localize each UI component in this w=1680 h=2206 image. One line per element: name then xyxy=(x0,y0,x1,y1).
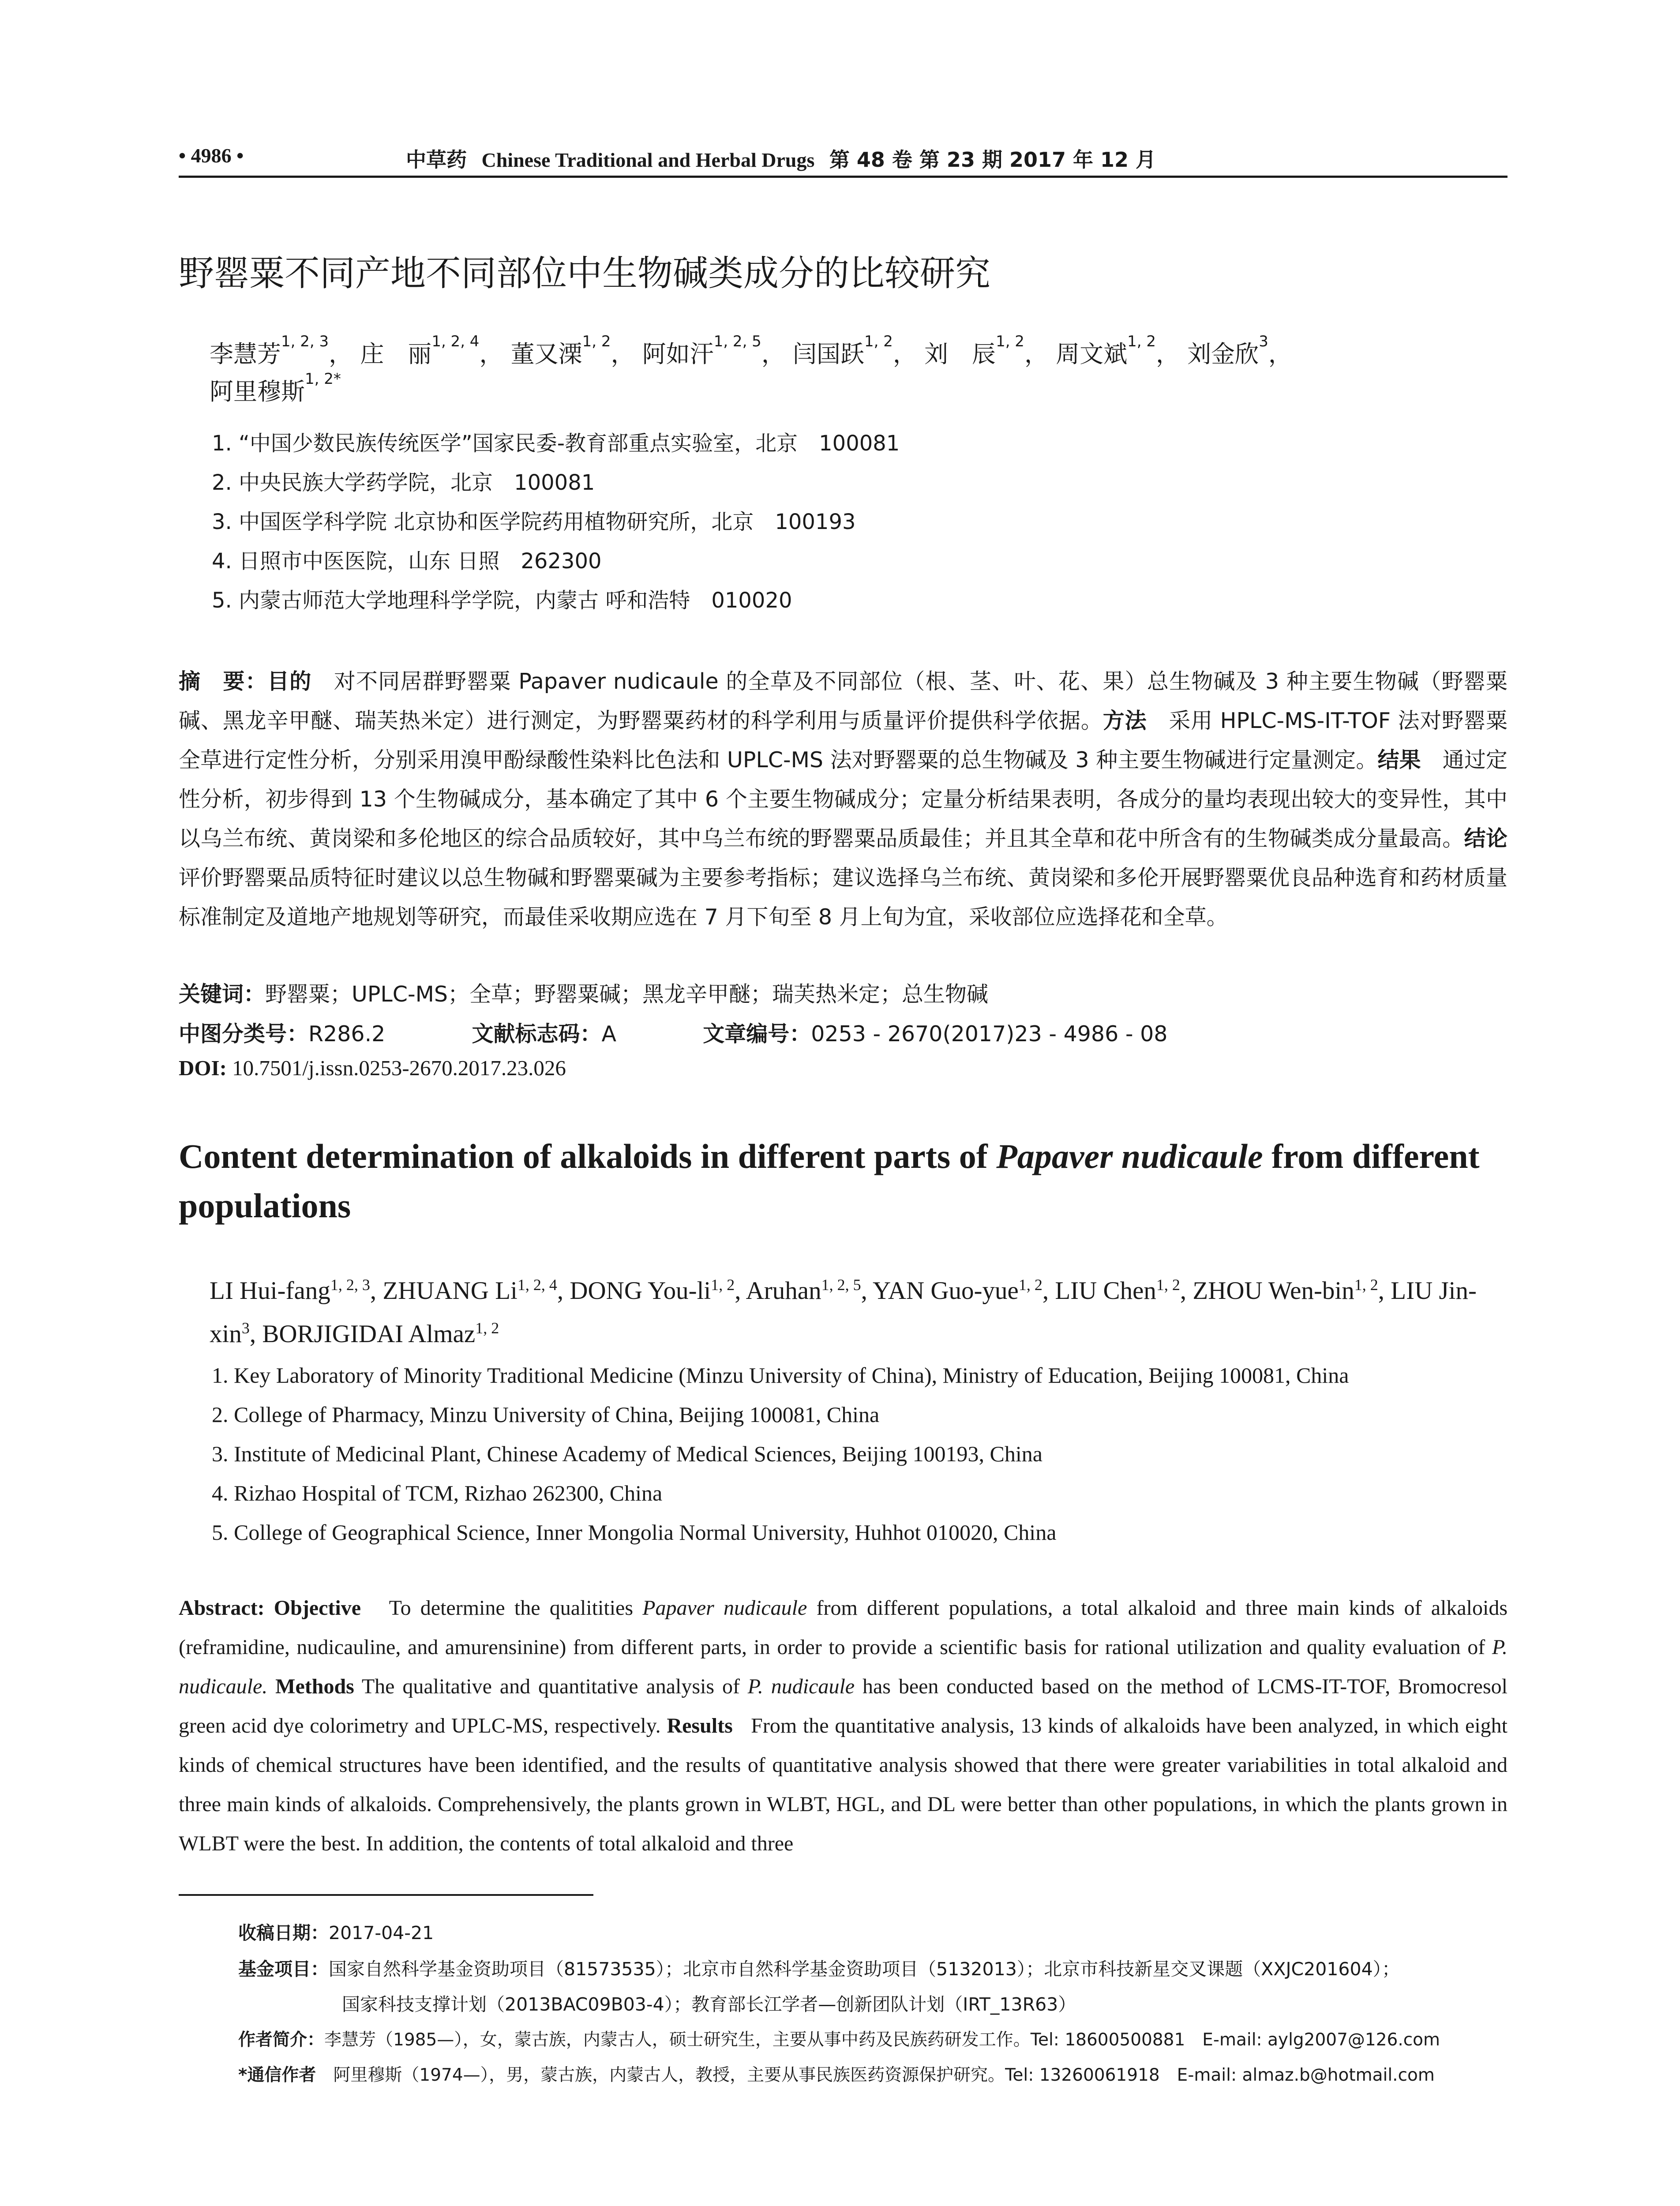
classification-line xyxy=(179,1017,1167,1048)
author-en-sup: 1, 2, 3 xyxy=(330,1276,370,1294)
affiliation-en: 2. College of Pharmacy, Minzu University of China, Beijing 100081, China xyxy=(212,1402,880,1427)
authors-zh-line1: 李慧芳$^{1, 2, 3}$， 庄 丽$^{1, 2, 4}$， 董又溧$^{1, 2}$， 阿如汗$^{1, 2, 5}$， 闫国跃$^{1, 2}$， 刘 辰$^{1, 2}$， 周文斌$^{1, 2}$， 刘金欣$^3$， xyxy=(210,333,1292,368)
author-en-sup: 1, 2 xyxy=(711,1276,735,1294)
fund-value: 国家自然科学基金资助项目（81573535）；北京市自然科学基金资助项目（5132013）；北京市科技新星交叉课题（XXJC201604）； xyxy=(329,1958,1400,1980)
received-value: 2017-04-21 xyxy=(329,1922,434,1943)
abstract-en-text: From the quantitative analysis, 13 kinds of alkaloids have been analyzed, in which eight kinds of chemical structures have been identified, and the results of quantitative analysis showed that there were greater variabilities in total alkaloid and three main kinds of alkaloids. Comprehensively, the plants grown in WLBT, HGL, and DL were better than other populations, in which the plants grown in WLBT were the best. In addition, the contents of total alkaloid and three xyxy=(179,1714,1508,1855)
running-header xyxy=(179,140,1508,178)
footnote-received xyxy=(238,1918,434,1944)
methods-zh-label: 方法 xyxy=(1102,708,1147,733)
results-en-label: Results xyxy=(667,1714,733,1737)
corresponding-label: *通信作者 xyxy=(238,2065,316,2085)
abstract-zh xyxy=(179,662,1508,937)
clc-label: 中图分类号： xyxy=(179,1021,309,1047)
author-zh: 阿如汗 xyxy=(642,340,714,368)
author-en: Aruhan xyxy=(746,1277,821,1305)
journal-line xyxy=(406,144,1166,173)
doi-value[interactable]: 10.7501/j.issn.0253-2670.2017.23.026 xyxy=(232,1056,566,1080)
results-zh-label: 结果 xyxy=(1377,747,1421,773)
author-zh-sup: 3 xyxy=(1259,333,1268,350)
title-en-species: Papaver nudicaule xyxy=(996,1137,1263,1175)
author-en-sup: 1, 2, 4 xyxy=(517,1276,557,1294)
affiliation-en: 5. College of Geographical Science, Inner Mongolia Normal University, Huhhot 010020, China xyxy=(212,1520,1057,1545)
article-number-label: 文章编号： xyxy=(703,1021,811,1047)
author-zh: 刘金欣 xyxy=(1187,340,1259,368)
abstract-en-species: Papaver nudicaule xyxy=(642,1596,807,1620)
author-en: YAN Guo-yue xyxy=(872,1277,1019,1305)
author-zh-sup: 1, 2 xyxy=(864,333,893,350)
author-zh-sup: 1, 2 xyxy=(996,333,1024,350)
clc-value: R286.2 xyxy=(308,1021,386,1047)
doi-line xyxy=(179,1055,566,1080)
abstract-en-text: To determine the qualitities xyxy=(389,1596,643,1620)
author-zh: 闫国跃 xyxy=(793,340,864,368)
keywords-value: 野罂粟；UPLC-MS；全草；野罂粟碱；黑龙辛甲醚；瑞芙热米定；总生物碱 xyxy=(265,982,989,1007)
abstract-en-text: from different populations, a total alkaloid and three main kinds of alkaloids (reframidine, nudicauline, and amurensinine) from different parts, in order to provide a scientific basis for rational utilization and quality evaluation of xyxy=(179,1596,1508,1659)
abstract-en-text: The qualitative and quantitative analysis of xyxy=(361,1675,748,1698)
author-en: ZHUANG Li xyxy=(382,1277,518,1305)
objective-zh-text: 对不同居群野罂粟 Papaver nudicaule 的全草及不同部位（根、茎、叶、花、果）总生物碱及 3 种主要生物碱（野罂粟碱、黑龙辛甲醚、瑞芙热米定）进行测定，为野罂粟药材的科学利用与质量评价提供科学依据。 xyxy=(179,669,1508,733)
affiliation-zh: 3. 中国医学科学院 北京协和医学院药用植物研究所，北京 100193 xyxy=(212,510,856,534)
author-en-sup: 1, 2, 5 xyxy=(821,1276,861,1294)
affiliation-en: 1. Key Laboratory of Minority Traditional Medicine (Minzu University of China), Ministry of Education, Beijing 100081, China xyxy=(212,1363,1349,1388)
affiliation-zh: 2. 中央民族大学药学院，北京 100081 xyxy=(212,470,595,495)
keywords-zh xyxy=(179,977,988,1008)
title-en-part: from different populations xyxy=(179,1137,1480,1225)
corresponding-value: 阿里穆斯（1974—），男，蒙古族，内蒙古人，教授，主要从事民族医药资源保护研究。Tel: 13260061918 E-mail: almaz.b@hotmail.com xyxy=(333,2065,1435,2085)
author-zh: 李慧芳 xyxy=(210,340,281,368)
methods-en-label: Methods xyxy=(275,1675,354,1698)
author-zh-sup: 1, 2, 4 xyxy=(431,333,480,350)
article-number-value: 0253 - 2670(2017)23 - 4986 - 08 xyxy=(811,1021,1168,1047)
affiliation-en: 3. Institute of Medicinal Plant, Chinese Academy of Medical Sciences, Beijing 100193, China xyxy=(212,1441,1042,1466)
title-zh: 野罂粟不同产地不同部位中生物碱类成分的比较研究 xyxy=(179,253,990,294)
footnote-fund-cont: 国家科技支撑计划（2013BAC09B03-4）；教育部长江学者—创新团队计划（IRT_13R63） xyxy=(342,1994,1076,2015)
footnote-fund xyxy=(238,1955,1400,1981)
author-en-sup: 1, 2 xyxy=(1018,1276,1042,1294)
author-zh-sup: 1, 2* xyxy=(305,370,341,388)
doc-code-label: 文献标志码： xyxy=(472,1021,602,1047)
abstract-en-text: has been conducted based on the method of LCMS-IT-TOF, Bromocresol green acid dye colorimetry and UPLC-MS, respectively. xyxy=(179,1675,1508,1737)
author-zh-sup: 1, 2, 5 xyxy=(713,333,761,350)
author-zh: 阿里穆斯 xyxy=(210,378,305,405)
abstract-en xyxy=(179,1588,1508,1863)
authors-zh-line2 xyxy=(210,370,341,407)
affiliation-zh: 4. 日照市中医医院，山东 日照 262300 xyxy=(212,549,602,574)
author-zh-sup: 1, 2 xyxy=(1127,333,1156,350)
title-en-part: Content determination of alkaloids in different parts of xyxy=(179,1137,997,1175)
results-zh-text: 通过定性分析，初步得到 13 个生物碱成分，基本确定了其中 6 个主要生物碱成分；定量分析结果表明，各成分的量均表现出较大的变异性，其中以乌兰布统、黄岗梁和多伦地区的综合品质较好，其中乌兰布统的野罂粟品质最佳；并且其全草和花中所含有的生物碱类成分量最高。 xyxy=(179,747,1508,851)
journal-name-en: Chinese Traditional and Herbal Drugs xyxy=(481,149,815,171)
author-bio-label: 作者简介： xyxy=(238,2030,325,2050)
fund-label: 基金项目： xyxy=(238,1958,329,1980)
journal-name-zh: 中草药 xyxy=(406,148,467,172)
journal-issue: 第 48 卷 第 23 期 2017 年 12 月 xyxy=(829,148,1156,172)
abstract-en-species: P. nudicaule xyxy=(747,1675,855,1698)
keywords-label: 关键词： xyxy=(179,982,266,1007)
abstract-zh-label: 摘 要： xyxy=(179,669,267,694)
affiliation-zh: 5. 内蒙古师范大学地理科学学院，内蒙古 呼和浩特 010020 xyxy=(212,588,792,613)
conclusion-zh-label: 结论 xyxy=(1464,826,1508,851)
affiliation-en: 4. Rizhao Hospital of TCM, Rizhao 262300, China xyxy=(212,1481,663,1505)
author-en-sup: 1, 2 xyxy=(1354,1276,1378,1294)
authors-en: LI Hui-fang$^{1, 2, 3}$, ZHUANG Li$^{1, 2, 4}$, DONG You-li$^{1, 2}$, Aruhan$^{1, 2, 5}$, YAN Guo-yue$^{1, 2}$, LIU Chen$^{1, 2}$, ZHOU Wen-bin$^{1, 2}$, LIU Jin-xin$^3$, BORJIGIDAI Almaz$^{1, 2}$ xyxy=(210,1276,1477,1348)
footnote-author xyxy=(238,2026,1440,2051)
author-zh: 董又溧 xyxy=(510,340,582,368)
abstract-en-label: Abstract: Objective xyxy=(179,1596,361,1620)
author-en: DONG You-li xyxy=(570,1277,711,1305)
author-zh-sup: 1, 2 xyxy=(582,333,611,350)
footnote-corresponding xyxy=(238,2061,1435,2086)
author-en-sup: 3 xyxy=(241,1319,250,1337)
author-zh: 刘 辰 xyxy=(924,340,996,368)
author-bio-value: 李慧芳（1985—），女，蒙古族，内蒙古人，硕士研究生，主要从事中药及民族药研发工作。Tel: 18600500881 E-mail: aylg2007@126.com xyxy=(324,2030,1440,2050)
author-en: LIU Chen xyxy=(1055,1277,1156,1305)
objective-zh-label: 目的 xyxy=(267,669,312,694)
doi-label: DOI: xyxy=(179,1056,227,1080)
author-en: ZHOU Wen-bin xyxy=(1192,1277,1354,1305)
received-label: 收稿日期： xyxy=(238,1922,329,1943)
author-zh: 庄 丽 xyxy=(360,340,432,368)
doc-code-value: A xyxy=(601,1021,617,1047)
methods-zh-text: 采用 HPLC-MS-IT-TOF 法对野罂粟全草进行定性分析，分别采用溴甲酚绿酸性染料比色法和 UPLC-MS 法对野罂粟的总生物碱及 3 种主要生物碱进行定量测定。 xyxy=(179,708,1508,773)
abstract-en-species: P. nudicaule. xyxy=(179,1636,1508,1698)
page-number: • 4986 • xyxy=(179,144,244,167)
author-en: BORJIGIDAI Almaz xyxy=(262,1320,476,1348)
author-zh: 周文斌 xyxy=(1056,340,1128,368)
author-en-sup: 1, 2 xyxy=(475,1319,499,1337)
title-en xyxy=(179,1132,1508,1231)
affiliation-zh: 1. “中国少数民族传统医学”国家民委-教育部重点实验室，北京 100081 xyxy=(212,431,900,456)
author-zh-sup: 1, 2, 3 xyxy=(281,333,329,350)
author-en: LIU Jin-xin xyxy=(210,1277,1477,1348)
author-en: LI Hui-fang xyxy=(210,1277,330,1305)
footnote-rule xyxy=(179,1894,593,1896)
author-en-sup: 1, 2 xyxy=(1156,1276,1180,1294)
conclusion-zh-text: 评价野罂粟品质特征时建议以总生物碱和野罂粟碱为主要参考指标；建议选择乌兰布统、黄岗梁和多伦开展野罂粟优良品种选育和药材质量标准制定及道地产地规划等研究，而最佳采收期应选在 7 月下旬至 8 月上旬为宜，采收部位应选择花和全草。 xyxy=(179,865,1508,930)
